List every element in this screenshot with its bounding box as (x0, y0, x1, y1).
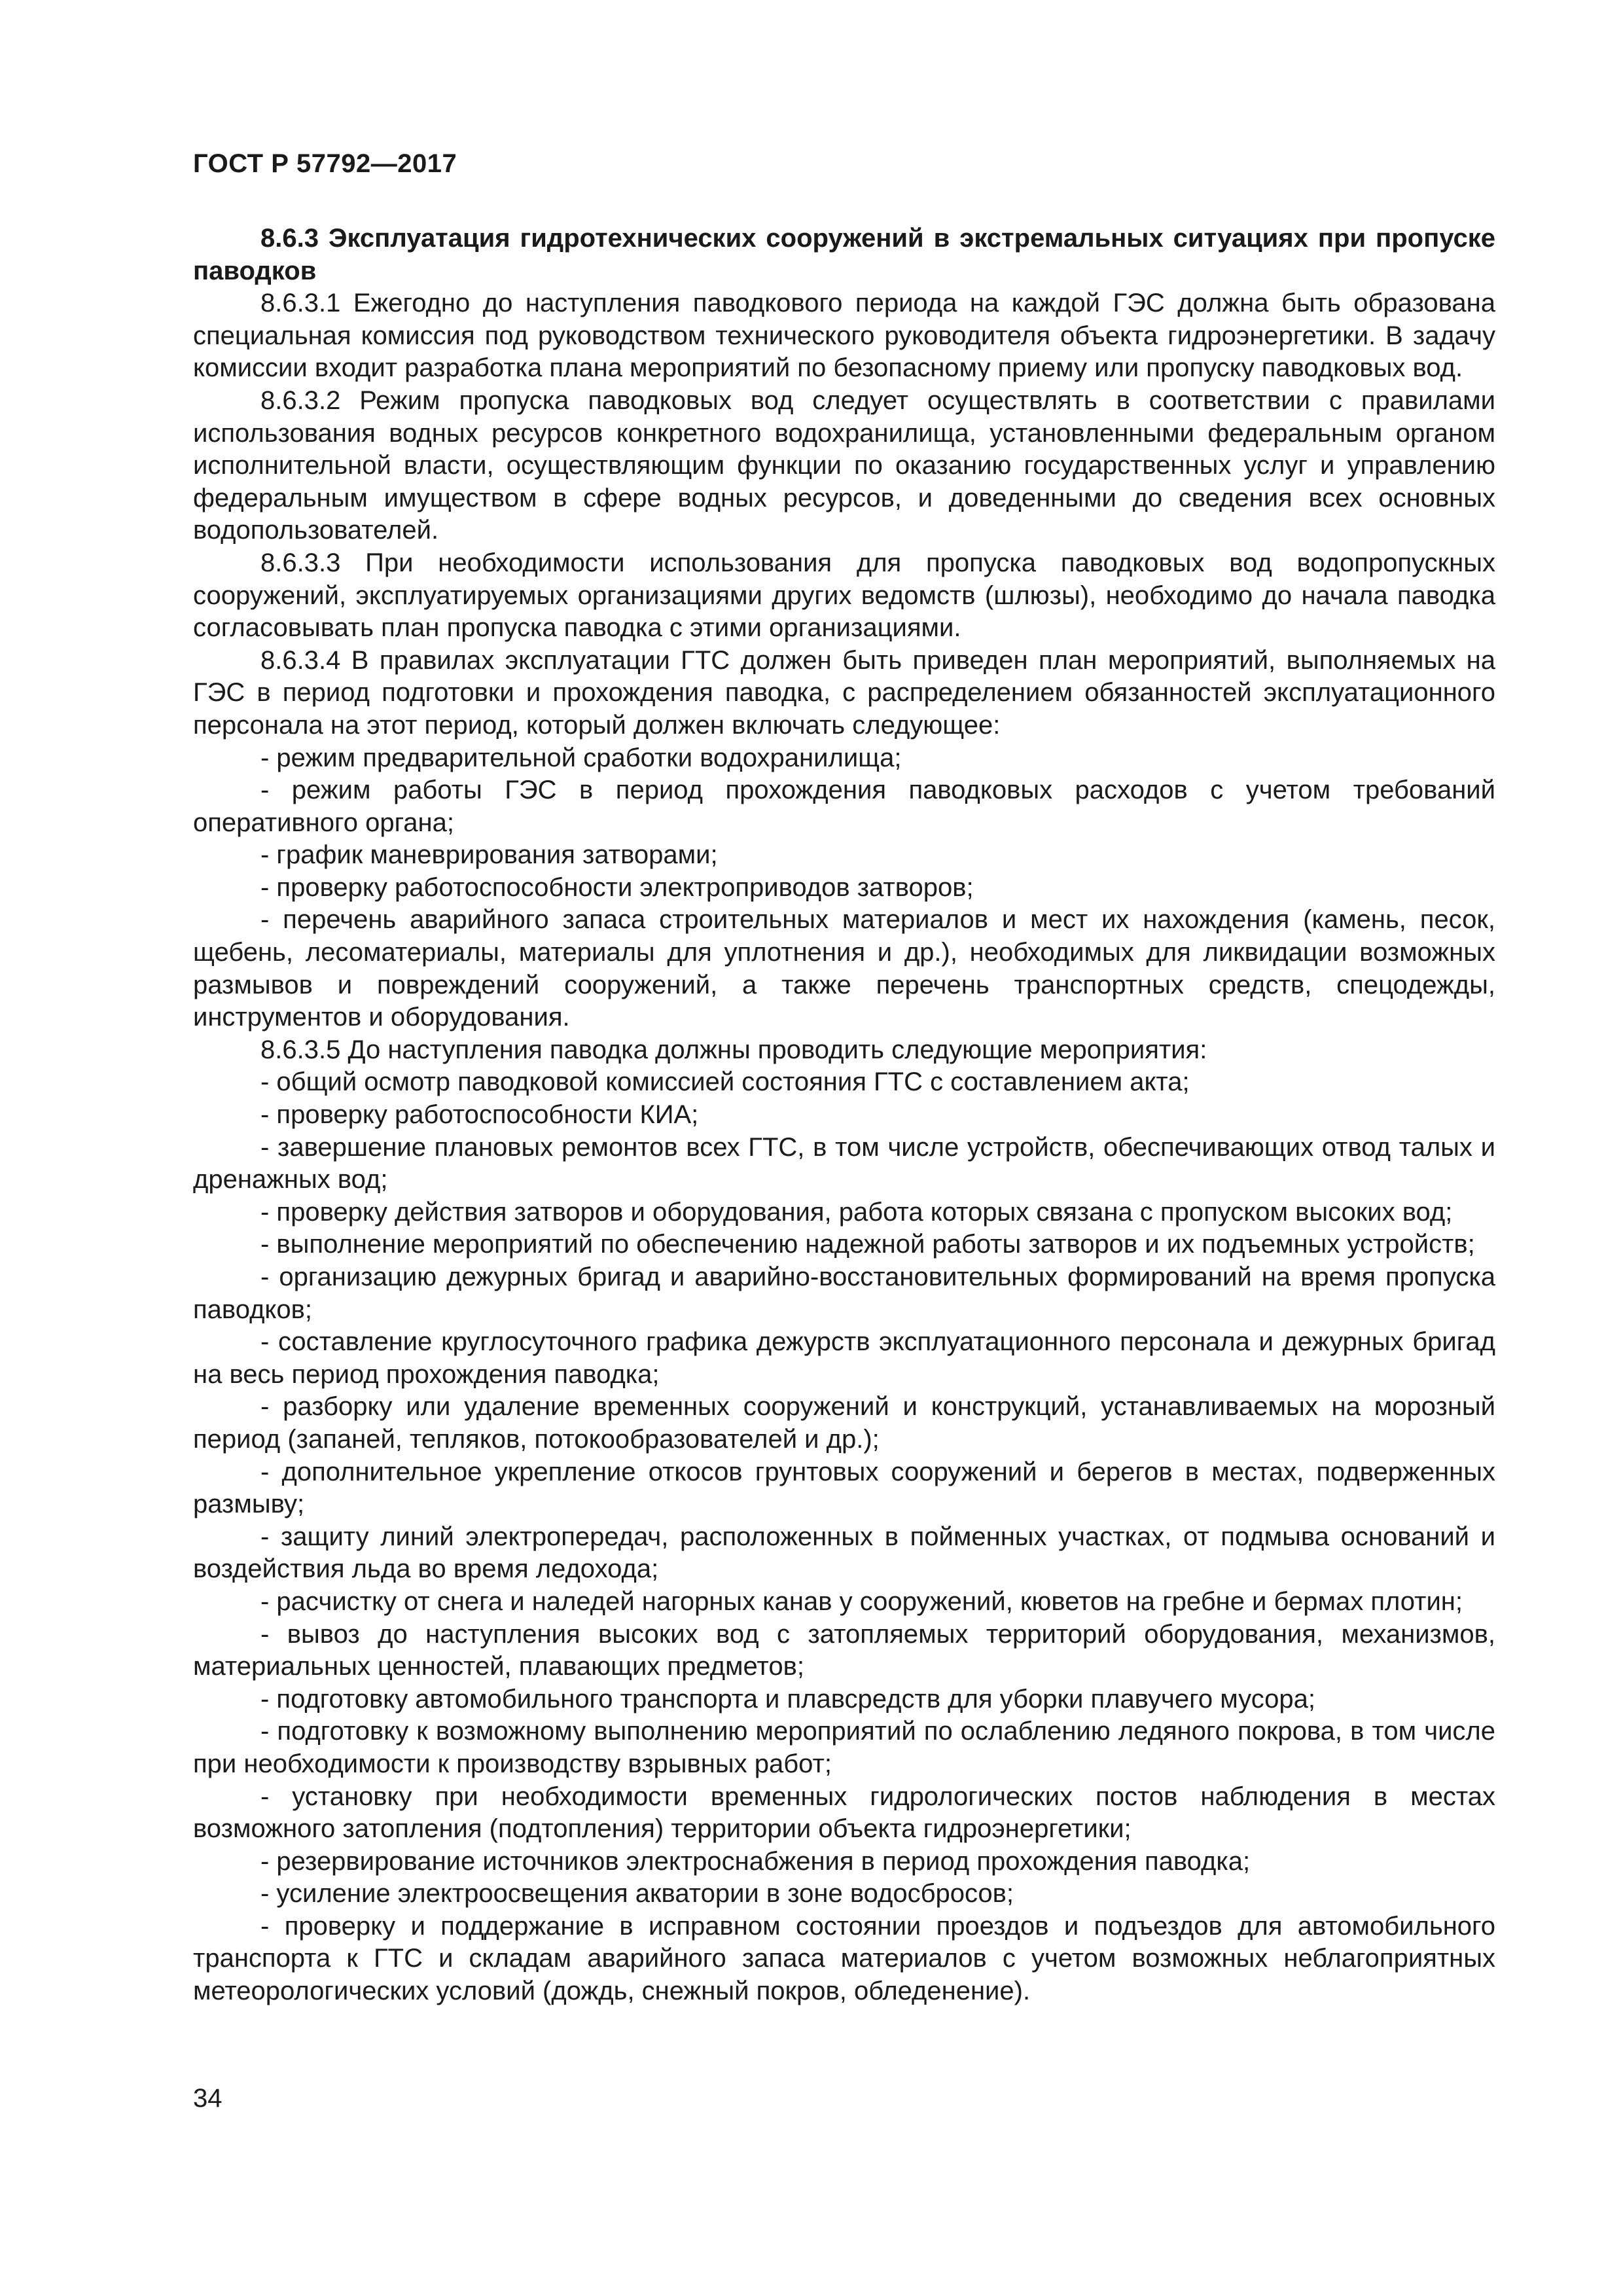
list-item: - защиту линий электропередач, расположенных в пойменных участках, от подмыва оснований и воздействия льда во время ледохода; (193, 1522, 1495, 1584)
list-item: - проверку действия затворов и оборудования, работа которых связана с пропуском высоких вод; (260, 1197, 1453, 1227)
list-item: - проверку и поддержание в исправном состоянии проездов и подъездов для автомобильного транспорта к ГТС и складам аварийного запаса материалов с учетом возможных неблагоприятных метеорологических условий (дождь, снежный покров, обледенение). (193, 1911, 1495, 2006)
list-item: - перечень аварийного запаса строительных материалов и мест их нахождения (камень, песок, щебень, лесоматериалы, материалы для уплотнения и др.), необходимых для ликвидации возможных размывов и повреждений сооружений, а также перечень транспортных средств, спецодежды, инструментов и оборудования. (193, 905, 1495, 1032)
list-item: - режим работы ГЭС в период прохождения паводковых расходов с учетом требований оперативного органа; (193, 776, 1495, 837)
paragraph: 8.6.3.4 В правилах эксплуатации ГТС должен быть приведен план мероприятий, выполняемых на ГЭС в период подготовки и прохождения паводка, с распределением обязанностей эксплуатационного персонала на этот период, который должен включать следующее: (193, 645, 1495, 740)
list-item: - расчистку от снега и наледей нагорных канав у сооружений, кюветов на гребне и бермах плотин; (260, 1587, 1463, 1616)
list-item: - подготовку к возможному выполнению мероприятий по ослаблению ледяного покрова, в том числе при необходимости к производству взрывных работ; (193, 1717, 1495, 1778)
list-item: - разборку или удаление временных сооружений и конструкций, устанавливаемых на морозный период (запаней, тепляков, потокообразователей и др.); (193, 1392, 1495, 1454)
list-item: - проверку работоспособности КИА; (260, 1100, 699, 1130)
list-item: - усиление электроосвещения акватории в зоне водосбросов; (260, 1879, 1014, 1909)
list-item: - вывоз до наступления высоких вод с затопляемых территорий оборудования, механизмов, материальных ценностей, плавающих предметов; (193, 1619, 1495, 1681)
list-item: - график маневрирования затворами; (260, 840, 718, 870)
paragraph: 8.6.3.2 Режим пропуска паводковых вод следует осуществлять в соответствии с правилами использования водных ресурсов конкретного водохранилища, установленными федеральным органом исполнительной власти, осуществляющим функции по оказанию государственных услуг и управлению федеральным имуществом в сфере водных ресурсов, и доведенными до сведения всех основных водопользователей. (193, 386, 1495, 545)
paragraph: 8.6.3.5 До наступления паводка должны проводить следующие мероприятия: (260, 1035, 1207, 1064)
list-item: - установку при необходимости временных гидрологических постов наблюдения в местах возможного затопления (подтопления) территории объекта гидроэнергетики; (193, 1782, 1495, 1844)
paragraph: 8.6.3.1 Ежегодно до наступления паводкового периода на каждой ГЭС должна быть образована специальная комиссия под руководством технического руководителя объекта гидроэнергетики. В задачу комиссии входит разработка плана мероприятий по безопасному приему или пропуску паводковых вод. (193, 289, 1495, 383)
list-item: - выполнение мероприятий по обеспечению надежной работы затворов и их подъемных устройств; (260, 1230, 1475, 1259)
list-item: - резервирование источников электроснабжения в период прохождения паводка; (260, 1846, 1251, 1876)
list-item: - режим предварительной сработки водохранилища; (260, 743, 902, 772)
standard-header: ГОСТ Р 57792—2017 (193, 149, 457, 178)
list-item: - подготовку автомобильного транспорта и плавсредств для уборки плавучего мусора; (260, 1684, 1316, 1713)
page-number: 34 (193, 2084, 223, 2113)
list-item: - организацию дежурных бригад и аварийно-восстановительных формирований на время пропуска паводков; (193, 1263, 1495, 1324)
paragraph: 8.6.3.3 При необходимости использования для пропуска паводковых вод водопропускных сооружений, эксплуатируемых организациями других ведомств (шлюзы), необходимо до начала паводка согласовывать план пропуска паводка с этими организациями. (193, 548, 1495, 643)
list-item: - завершение плановых ремонтов всех ГТС, в том числе устройств, обеспечивающих отвод талых и дренажных вод; (193, 1132, 1495, 1194)
section-heading: 8.6.3 Эксплуатация гидротехнических сооружений в экстремальных ситуациях при пропуске паводков (193, 224, 1495, 285)
list-item: - дополнительное укрепление откосов грунтовых сооружений и берегов в местах, подверженных размыву; (193, 1457, 1495, 1519)
list-item: - проверку работоспособности электроприводов затворов; (260, 872, 974, 902)
section-body (193, 223, 1495, 2008)
list-item: - общий осмотр паводковой комиссией состояния ГТС с составлением акта; (260, 1067, 1190, 1097)
list-item: - составление круглосуточного графика дежурств эксплуатационного персонала и дежурных бригад на весь период прохождения паводка; (193, 1327, 1495, 1389)
